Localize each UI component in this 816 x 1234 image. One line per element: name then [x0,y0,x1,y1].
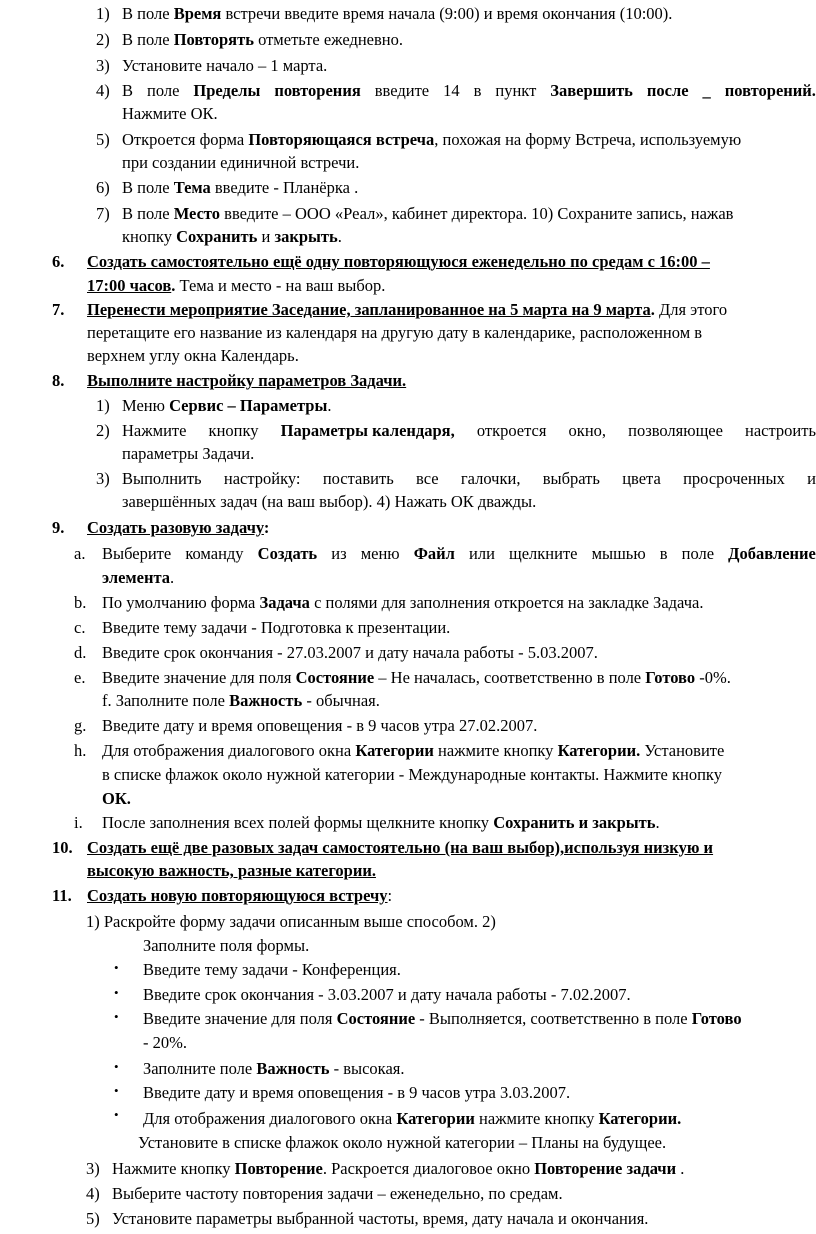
list-item-continuation: Нажмите ОК. [122,104,218,123]
list-item: Введите дату и время оповещения - в 9 часов утра 27.02.2007. [102,716,538,735]
bullet-icon: • [114,1009,119,1024]
paragraph-line: верхнем углу окна Календарь. [87,346,299,365]
bullet-item: Введите значение для поля Состояние - Выполняется, соответственно в поле Готово [143,1009,742,1028]
list-item-continuation: завершённых задач (на ваш выбор). 4) Нажать ОК дважды. [122,492,537,511]
bullet-item: Для отображения диалогового окна Категории нажмите кнопку Категории. [143,1109,682,1128]
list-item-continuation: кнопку Сохранить и закрыть. [122,227,342,246]
list-item-continuation: ОК. [102,789,131,808]
list-marker: 2) [96,421,110,440]
list-item: После заполнения всех полей формы щелкните кнопку Сохранить и закрыть. [102,813,660,832]
bullet-icon: • [114,985,119,1000]
list-marker: i. [74,813,83,832]
list-marker: e. [74,668,86,687]
list-marker: b. [74,593,87,612]
list-marker: 5) [96,130,110,149]
list-item: По умолчанию форма Задача с полями для заполнения откроется на закладке Задача. [102,593,704,612]
list-item-continuation: Заполните поля формы. [143,936,310,955]
bullet-item-continuation: Установите в списке флажок около нужной категории – Планы на будущее. [138,1133,667,1152]
list-item: Установите начало – 1 марта. [122,56,328,75]
list-item: Откроется форма Повторяющаяся встреча, похожая на форму Встреча, используемую [122,130,742,149]
section-heading: Перенести мероприятие Заседание, запланированное на 5 марта на 9 марта. Для этого [87,300,728,319]
section-heading: Создать новую повторяющуюся встречу: [87,886,393,905]
section-heading: Выполните настройку параметров Задачи. [87,371,407,390]
list-marker: 4) [86,1184,100,1203]
bullet-icon: • [114,1107,119,1122]
list-marker: a. [74,544,86,563]
section-number: 9. [52,518,65,537]
list-marker: 7) [96,204,110,223]
list-item: Введите тему задачи - Подготовка к презентации. [102,618,451,637]
bullet-item: Заполните поле Важность - высокая. [143,1059,405,1078]
list-marker: d. [74,643,87,662]
list-item: В поле Тема введите - Планёрка . [122,178,359,197]
list-marker: 3) [96,56,110,75]
bullet-item: Введите дату и время оповещения - в 9 часов утра 3.03.2007. [143,1083,571,1102]
section-heading-continuation: 17:00 часов. Тема и место - на ваш выбор. [87,276,386,295]
list-item-continuation: при создании единичной встречи. [122,153,360,172]
list-item: Выполнить настройку: поставить все галочки, выбрать цвета просроченных и [122,469,816,488]
list-item-continuation: в списке флажок около нужной категории - Международные контакты. Нажмите кнопку [102,765,722,784]
list-marker: 3) [96,469,110,488]
list-item: В поле Время встречи введите время начала (9:00) и время окончания (10:00). [122,4,673,23]
list-marker: c. [74,618,86,637]
list-item-continuation: элемента. [102,568,175,587]
list-item: Меню Сервис – Параметры. [122,396,332,415]
list-marker: 3) [86,1159,100,1178]
section-number: 6. [52,252,65,271]
section-number: 10. [52,838,73,857]
list-item-continuation: параметры Задачи. [122,444,255,463]
list-marker: 6) [96,178,110,197]
list-item: Нажмите кнопку Повторение. Раскроется диалоговое окно Повторение задачи . [112,1159,685,1178]
list-item: Выберите команду Создать из меню Файл или щелкните мышью в поле Добавление [102,544,816,563]
list-item: Введите срок окончания - 27.03.2007 и дату начала работы - 5.03.2007. [102,643,598,662]
list-item: Для отображения диалогового окна Категории нажмите кнопку Категории. Установите [102,741,725,760]
list-marker: h. [74,741,87,760]
list-marker: 1) [96,4,110,23]
list-marker: 5) [86,1209,100,1228]
section-heading-continuation: высокую важность, разные категории. [87,861,376,880]
list-item: Установите параметры выбранной частоты, время, дату начала и окончания. [112,1209,649,1228]
bullet-item-continuation: - 20%. [143,1033,187,1052]
list-item: Введите значение для поля Состояние – Не началась, соответственно в поле Готово -0%. [102,668,731,687]
list-marker: g. [74,716,87,735]
list-marker: 4) [96,81,110,100]
list-item: В поле Пределы повторения введите 14 в пункт Завершить после _ повторений. [122,81,816,100]
section-number: 11. [52,886,72,905]
bullet-icon: • [114,1059,119,1074]
section-heading: Создать ещё две разовых задач самостоятельно (на ваш выбор),используя низкую и [87,838,714,857]
list-item: В поле Место введите – ООО «Реал», кабинет директора. 10) Сохраните запись, нажав [122,204,734,223]
section-heading: Создать самостоятельно ещё одну повторяющуюся еженедельно по средам с 16:00 – [87,252,710,271]
list-item: f. Заполните поле Важность - обычная. [102,691,380,710]
bullet-item: Введите тему задачи - Конференция. [143,960,401,979]
section-number: 8. [52,371,65,390]
list-item: В поле Повторять отметьте ежедневно. [122,30,403,49]
list-item: Нажмите кнопку Параметры календаря, откроется окно, позволяющее настроить [122,421,816,440]
list-item: Выберите частоту повторения задачи – еженедельно, по средам. [112,1184,563,1203]
bullet-icon: • [114,960,119,975]
list-marker: 2) [96,30,110,49]
paragraph-line: перетащите его название из календаря на другую дату в календарике, расположенном в [87,323,703,342]
list-marker: 1) [96,396,110,415]
bullet-item: Введите срок окончания - 3.03.2007 и дату начала работы - 7.02.2007. [143,985,631,1004]
list-item: 1) Раскройте форму задачи описанным выше способом. 2) [86,912,496,931]
section-number: 7. [52,300,65,319]
section-heading: Создать разовую задачу: [87,518,270,537]
bullet-icon: • [114,1083,119,1098]
